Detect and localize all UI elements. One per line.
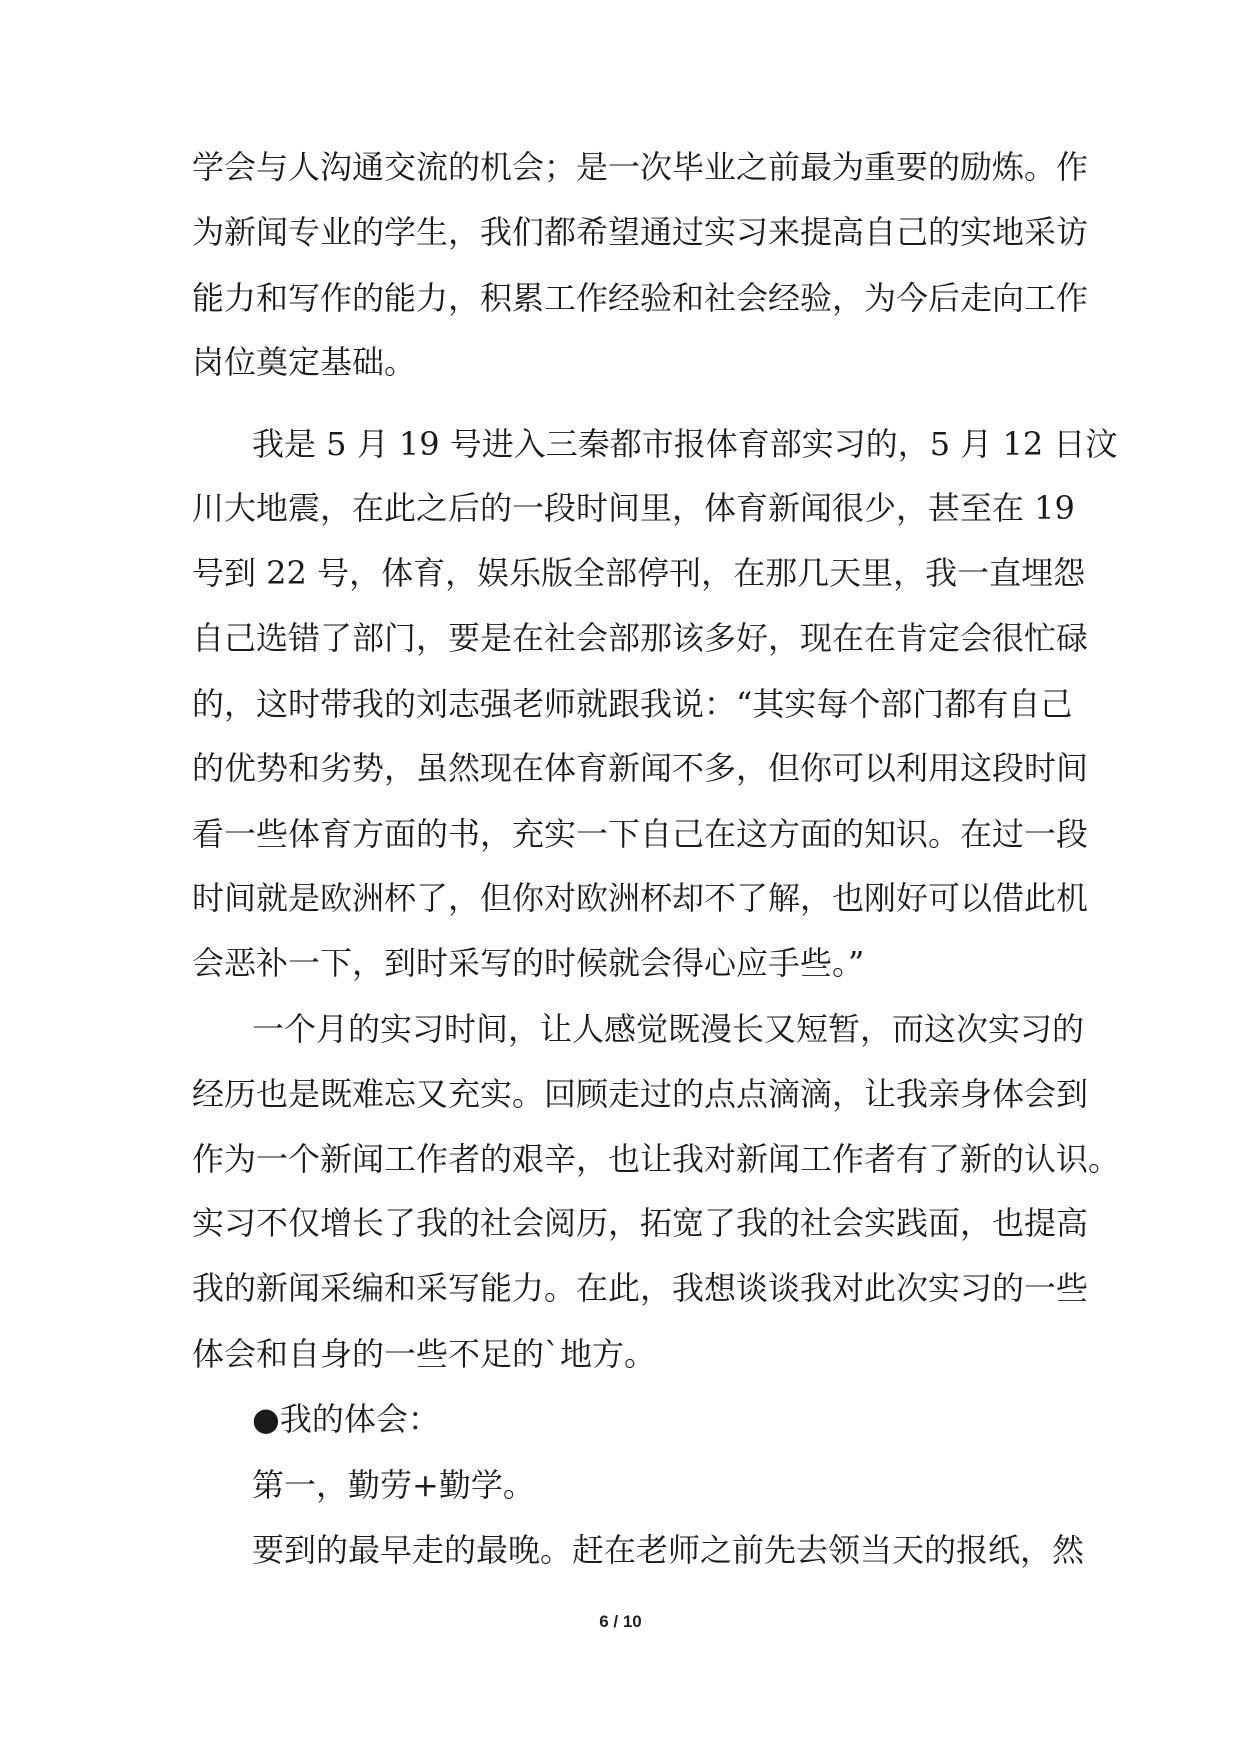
text-line: 的，这时带我的刘志强老师就跟我说：“其实每个部门都有自己 (192, 685, 1073, 723)
text-line: 自己选错了部门，要是在社会部那该多好，现在在肯定会很忙碌 (192, 619, 1089, 657)
text-line: 我的新闻采编和采写能力。在此，我想谈谈我对此次实习的一些 (192, 1269, 1089, 1307)
text-line: 会恶补一下，到时采写的时候就会得心应手些。” (192, 944, 865, 982)
paragraph-start-line: 一个月的实习时间，让人感觉既漫长又短暂，而这次实习的 (252, 1010, 1085, 1048)
text-line: 岗位奠定基础。 (192, 343, 417, 381)
text-line: 实习不仅增长了我的社会阅历，拓宽了我的社会实践面，也提高 (192, 1204, 1089, 1242)
text-line: 能力和写作的能力，积累工作经验和社会经验，为今后走向工作 (192, 279, 1089, 317)
page-number: 6 / 10 (599, 1612, 642, 1631)
text-line: 号到 22 号，体育，娱乐版全部停刊，在那几天里，我一直埋怨 (192, 554, 1086, 592)
text-line: 体会和自身的一些不足的`地方。 (192, 1335, 657, 1373)
paragraph-start-line: 要到的最早走的最晚。赶在老师之前先去领当天的报纸，然 (252, 1531, 1085, 1569)
subsection-heading: 第一，勤劳+勤学。 (252, 1466, 535, 1504)
text-line: 川大地震，在此之后的一段时间里，体育新闻很少，甚至在 19 (192, 489, 1075, 527)
section-heading: ●我的体会： (252, 1400, 440, 1438)
paragraph-start-line: 我是 5 月 19 号进入三秦都市报体育部实习的，5 月 12 日汶 (252, 425, 1118, 463)
text-line: 作为一个新闻工作者的艰辛，也让我对新闻工作者有了新的认识。 (192, 1140, 1121, 1178)
text-line: 为新闻专业的学生，我们都希望通过实习来提高自己的实地采访 (192, 213, 1089, 251)
text-line: 学会与人沟通交流的机会；是一次毕业之前最为重要的励炼。作 (192, 148, 1089, 186)
text-line: 经历也是既难忘又充实。回顾走过的点点滴滴，让我亲身体会到 (192, 1075, 1089, 1113)
text-line: 看一些体育方面的书，充实一下自己在这方面的知识。在过一段 (192, 815, 1089, 853)
text-line: 的优势和劣势，虽然现在体育新闻不多，但你可以利用这段时间 (192, 749, 1089, 787)
text-line: 时间就是欧洲杯了，但你对欧洲杯却不了解，也刚好可以借此机 (192, 879, 1089, 917)
